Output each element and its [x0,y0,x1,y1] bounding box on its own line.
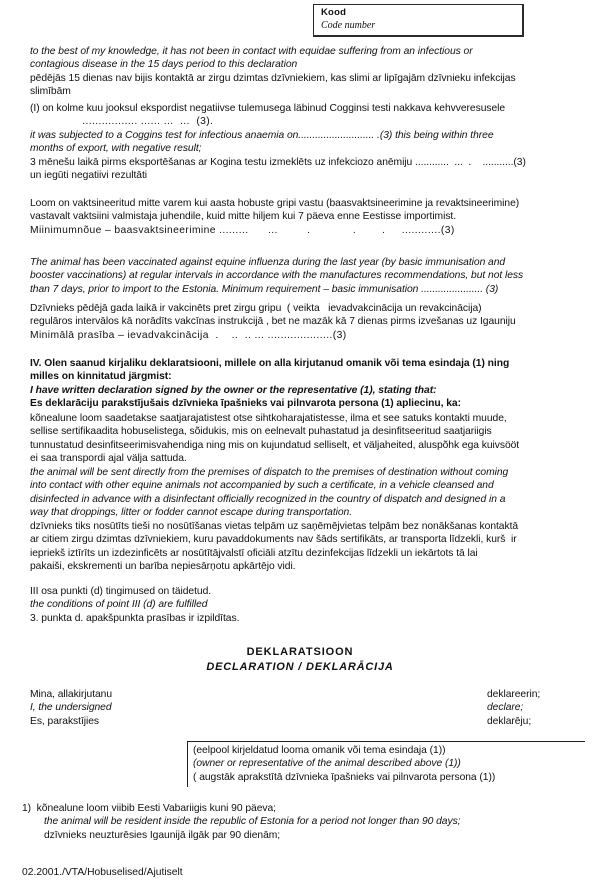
owner-box-et: (eelpool kirjeldatud looma omanik või tema esindaja (1)) [193,745,446,756]
item-1-residency [22,802,582,842]
code-number-label-en: Code number [321,20,376,31]
coggins-lv-line1: 3 mēnešu laikā pirms eksportēšanas ar Kogina testu izmeklēts uz infekciozo anēmiju ............ ... . ...........(3) [30,156,526,168]
transport-et-line3: tunnustatud desinfitseerimisvahendiga ning mis on kujundatud selliselt, et väljaheited, aluspõhk ega kuivsööt [30,439,520,451]
transport-lv-line3: iepriekš iztīrīts un izdezinficēts ar nosūtītājvalstī oficiāli atzītu dezinfekcijas līdzekli un iekārtots tā lai [30,547,478,559]
section-transport-et [30,412,576,466]
transport-en-line2: into contact with other equine animals not accompanied by such a certificate, in a vehicle cleansed and [30,480,494,492]
influenza-et-line2: vastavalt vaktsiini valmistaja juhendile, kuid mitte hiljem kui 7 päeva enne Eestisse importimist. [30,211,457,223]
owner-box-en: (owner or representative of the animal described above (1)) [193,758,461,770]
conditions-lv-line1: 3. punkta d. apakšpunkta prasības ir izpildītas. [30,612,240,624]
influenza-en-line3: than 7 days, prior to import to the Estonia. Minimum requirement – basic immunisation ...................... (3) [30,283,499,295]
coggins-en-line1: it was subjected to a Coggins test for infectious anaemia on........................... .(3) this being within three [30,129,494,141]
transport-en-line1: the animal will be sent directly from the premises of dispatch to the premises of destination without coming [30,467,509,478]
code-number-box [313,4,524,37]
transport-en-line3: disinfected in advance with a disinfectant officially recognized in the country of dispatch and designed in a [30,493,506,505]
iv-heading-et-line2: milles on kinnitatud järgmist: [30,371,172,383]
transport-et-line2: sellise sertifikaadita hobuselistega, sõidukis, mis on eelnevalt puhastatud ja desinfitseeritud saatjariigis [30,426,492,438]
coggins-lv-line2: un iegūti negatiivi rezultāti [30,170,148,182]
owner-box-lv: ( augstāk aprakstītā dzīvnieka īpašnieks vai pilnvarota persona (1)) [193,771,496,783]
influenza-en-line2: booster vaccinations) at regular intervals in accordance with the manufactures recommendations, but not less [30,270,524,282]
iv-heading-en-line1: I have written declaration signed by the owner or the representative (1), stating that: [30,384,437,396]
undersigned-lv: Es, parakstījies [30,715,100,727]
influenza-lv-line1: Dzīvnieks pēdējā gada laikā ir vakcinēts pret zirgu gripu ( veikta ievadvakcinācija un revakcinācija) [30,303,482,314]
declare-lv: deklarēju; [487,715,532,727]
section-conditions [30,585,576,625]
influenza-lv-line2: regulāros intervālos kā norādīts vakcīnas instrukcijā , bet ne mazāk kā 7 dienas pirms izvešanas uz Igauniju [30,316,516,328]
transport-et-line4: ei saa transpordi ajal välja sattuda. [30,453,187,465]
transport-en-line4: way that droppings, litter or fodder cannot escape during transportation. [30,507,353,519]
transport-et-line1: kõnealune loom saadetakse saatjarajatistest otse sihtkoharajatistesse, ilma et see satuks kontakti muude, [30,413,507,424]
item-1-en: the animal will be resident inside the republic of Estonia for a period not longer than 90 days; [44,816,461,828]
item-1-et: 1) kõnealune loom viibib Eesti Vabariigis kuni 90 päeva; [22,803,276,814]
section-contact [30,45,576,99]
declaration-title-en-lv: DECLARATION / DEKLARĀCIJA [206,661,394,673]
item-1-lv: dzīvnieks neuzturēsies Igaunijā ilgāk par 90 dienām; [44,829,281,841]
iv-heading-et-line1: IV. Olen saanud kirjaliku deklaratsiooni, millele on alla kirjutanud omanik või tema esindaja (1) ning [30,358,510,369]
declaration-title-et: DEKLARATSIOON [246,646,354,658]
undersigned-et: Mina, allakirjutanu [30,689,113,700]
declare-en: declare; [487,702,524,714]
conditions-en-line1: the conditions of point III (d) are fulfilled [30,599,208,611]
owner-representative-box [187,741,585,787]
signature-right-column [487,688,597,728]
transport-lv-line4: pakaiši, ekskrementi un barība nepiesārņotu apkārtējo vidi. [30,561,296,573]
footer-reference: 02.2001./VTA/Hobuselised/Ajutiselt [22,867,183,878]
iv-heading-lv-line1: Es deklarāciju parakstījušais dzīvnieka īpašnieks vai pilnvarota persona (1) apliecinu, ka: [30,398,461,410]
contact-lv-line1: pēdējās 15 dienas nav bijis kontaktā ar zirgu dzimtas dzīvniekiem, kas slimi ar lipīgajām dzīvnieku infekcijas [30,72,516,84]
undersigned-en: I, the undersigned [30,702,112,714]
coggins-et-line2: ................. ...... ... ... (3). [30,116,214,128]
declare-et: deklareerin; [487,689,541,700]
signature-left-column [30,688,360,728]
contact-en-line2: contagious disease in the 15 days period to this declaration [30,59,298,71]
coggins-en-line2: months of export, with negative result; [30,143,202,155]
transport-lv-line1: dzīvnieks tiks nosūtīts tieši no nosūtīšanas vietas telpām uz saņēmējvietas telpām bez nonākšanas kontaktā [30,521,519,532]
influenza-lv-line3: Minimālā prasība – ievadvakcinācija . .. .. ... ....................(3) [30,329,347,341]
influenza-et-line3: Miinimumnõue – baasvaktsineerimine ......... ... . . . ............(3) [30,224,455,236]
contact-en-line1: to the best of my knowledge, it has not been in contact with equidae suffering from an infectious or [30,46,473,57]
section-transport-lv [30,520,576,574]
section-iv-heading [30,357,576,411]
contact-lv-line2: slimībām [30,86,71,98]
influenza-et-line1: Loom on vaktsineeritud mitte varem kui aasta hobuste gripi vastu (baasvaktsineerimine ja revaktsineerimine) [30,198,520,209]
section-influenza-et [30,197,576,237]
coggins-et-line1: (I) on kolme kuu jooksul ekspordist negatiivse tulemusega läbinud Cogginsi testi nakkava kehvveresusele [30,103,506,114]
section-coggins-test [30,102,576,182]
conditions-et-line1: III osa punkti (d) tingimused on täidetud. [30,586,212,597]
declaration-heading [0,645,600,675]
influenza-en-line1: The animal has been vaccinated against equine influenza during the last year (by basic immunisation and [30,257,506,268]
section-transport-en [30,466,576,520]
section-influenza-en [30,256,576,296]
transport-lv-line2: ar citiem zirgu dzimtas dzīvniekiem, kuru pavaddokuments nav šāds sertifikāts, ar transporta līdzekli, kurš ir [30,534,517,546]
section-influenza-lv [30,302,576,342]
code-number-label-et: Kood [321,7,347,18]
